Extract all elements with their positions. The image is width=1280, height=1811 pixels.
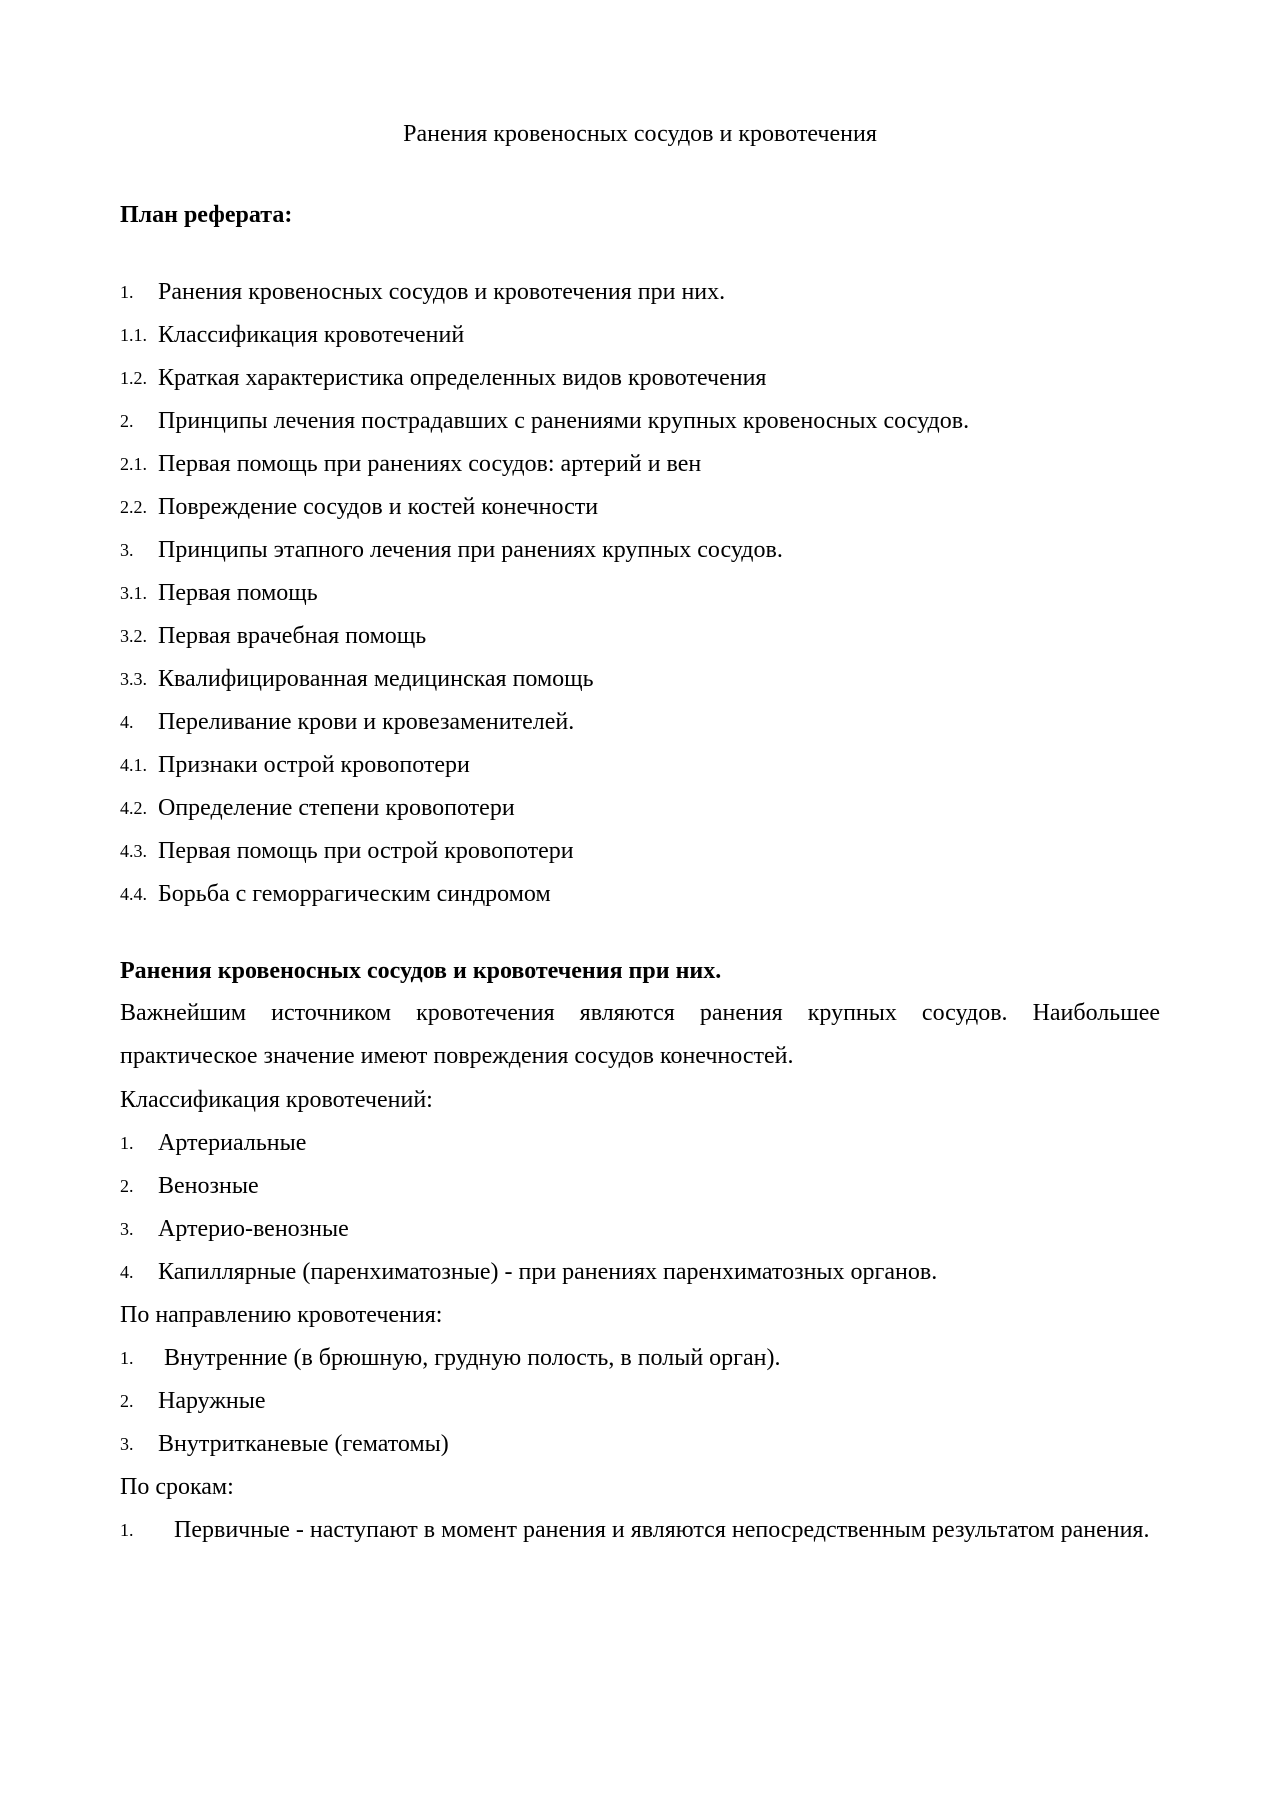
plan-item-text: Переливание крови и кровезаменителей. [158, 709, 575, 735]
list-item-text: Первичные - наступают в момент ранения и являются непосредственным результатом ранения. [174, 1517, 1150, 1543]
plan-item-number: 4.3. [120, 841, 147, 861]
list-item-number: 1. [120, 1348, 134, 1368]
plan-item-number: 3.3. [120, 669, 147, 689]
list-item-text: Капиллярные (паренхиматозные) - при ранениях паренхиматозных органов. [158, 1259, 938, 1285]
timing-label: По срокам: [120, 1474, 234, 1500]
plan-item-number: 1.2. [120, 368, 147, 388]
plan-heading: План реферата: [120, 202, 293, 228]
list-item-number: 1. [120, 1520, 134, 1540]
list-item-text: Артерио-венозные [158, 1216, 349, 1242]
plan-item-text: Первая помощь при острой кровопотери [158, 838, 574, 864]
plan-item-text: Ранения кровеносных сосудов и кровотечения при них. [158, 279, 726, 305]
list-item-number: 4. [120, 1262, 134, 1282]
plan-item-text: Классификация кровотечений [158, 322, 465, 348]
list-item-number: 3. [120, 1219, 134, 1239]
list-item-number: 3. [120, 1434, 134, 1454]
intro-paragraph: Важнейшим источником кровотечения являются ранения крупных сосудов. Наибольшее практическое значение имеют повреждения сосудов конечностей. [120, 1000, 1160, 1069]
plan-item-number: 1. [120, 282, 134, 302]
plan-item-text: Первая помощь при ранениях сосудов: артерий и вен [158, 451, 702, 477]
plan-item-number: 4.1. [120, 755, 147, 775]
plan-item-number: 3.1. [120, 583, 147, 603]
plan-item-number: 4.4. [120, 884, 147, 904]
section-heading: Ранения кровеносных сосудов и кровотечения при них. [120, 958, 722, 984]
plan-item-number: 4. [120, 712, 134, 732]
timing-item [120, 1515, 1160, 1605]
list-item-text: Наружные [158, 1388, 266, 1414]
plan-item-text: Первая врачебная помощь [158, 623, 427, 649]
classification-label: Классификация кровотечений: [120, 1087, 433, 1113]
list-item-text: Артериальные [158, 1130, 307, 1156]
plan-item-text: Краткая характеристика определенных видов кровотечения [158, 365, 767, 391]
list-item-text: Венозные [158, 1173, 259, 1199]
plan-item-number: 2.1. [120, 454, 147, 474]
plan-item-number: 4.2. [120, 798, 147, 818]
plan-item-text: Определение степени кровопотери [158, 795, 515, 821]
plan-item-text: Борьба с геморрагическим синдромом [158, 881, 551, 907]
plan-item-number: 2. [120, 411, 134, 431]
list-item-text: Внутритканевые (гематомы) [158, 1431, 449, 1457]
plan-item-text: Принципы лечения пострадавших с ранениями крупных кровеносных сосудов. [158, 408, 970, 434]
plan-item-number: 3. [120, 540, 134, 560]
list-item-number: 2. [120, 1391, 134, 1411]
plan-item-number: 2.2. [120, 497, 147, 517]
plan-item-text: Принципы этапного лечения при ранениях крупных сосудов. [158, 537, 783, 563]
list-item-number: 1. [120, 1133, 134, 1153]
plan-item-number: 3.2. [120, 626, 147, 646]
plan-item-text: Первая помощь [158, 580, 318, 606]
plan-item-text: Квалифицированная медицинская помощь [158, 666, 594, 692]
document-title: Ранения кровеносных сосудов и кровотечения [403, 121, 877, 147]
plan-item-number: 1.1. [120, 325, 147, 345]
list-item-text: Внутренние (в брюшную, грудную полость, в полый орган). [158, 1345, 781, 1371]
list-item-number: 2. [120, 1176, 134, 1196]
direction-label: По направлению кровотечения: [120, 1302, 443, 1328]
plan-item-text: Повреждение сосудов и костей конечности [158, 494, 599, 520]
plan-item-text: Признаки острой кровопотери [158, 752, 470, 778]
